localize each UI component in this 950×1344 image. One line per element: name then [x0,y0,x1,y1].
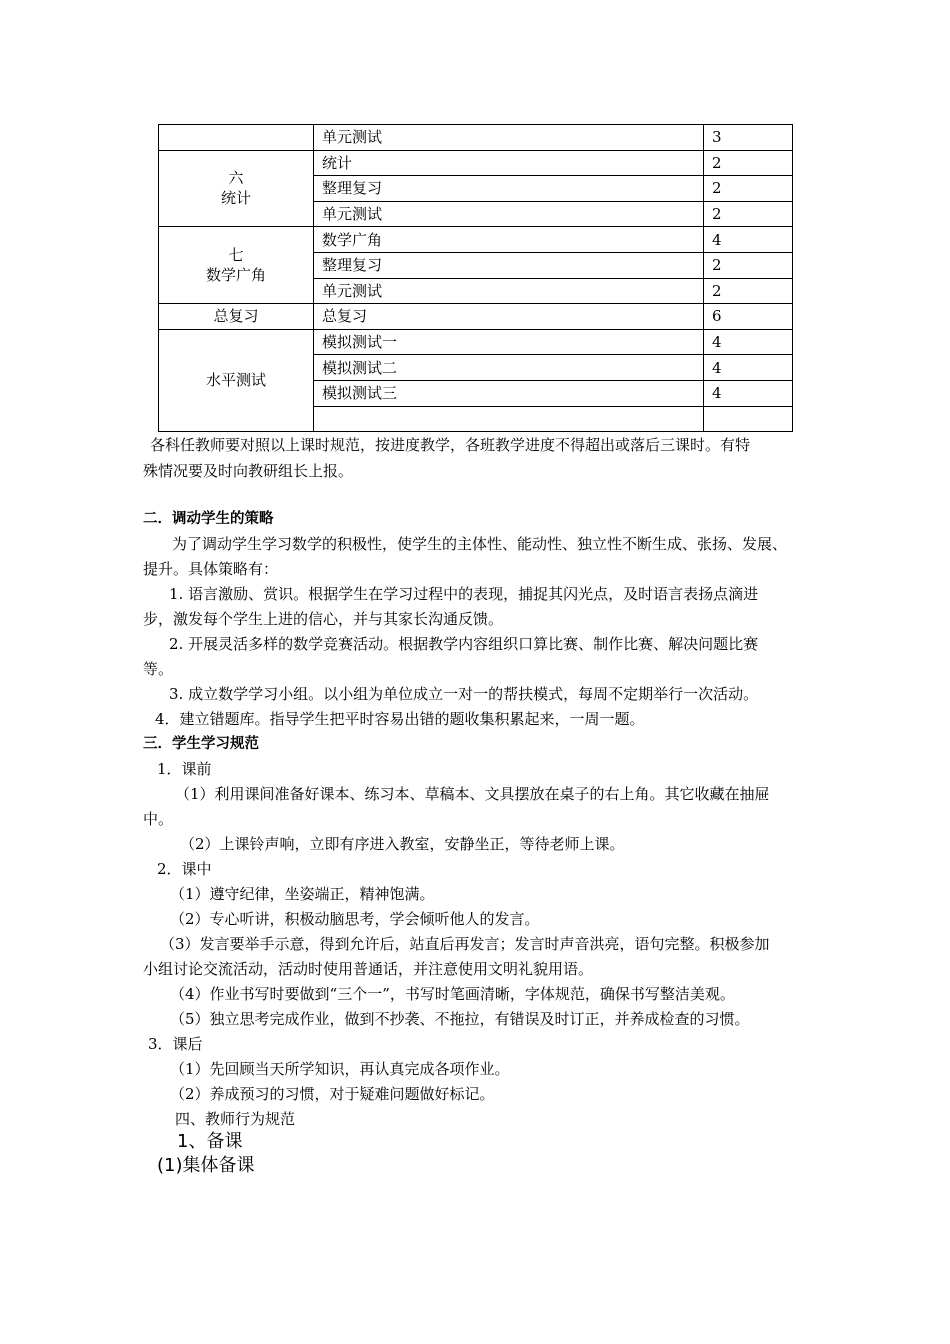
topic-cell: 总复习 [314,304,704,330]
table-row [159,125,793,151]
during-item-1: （1）遵守纪律，坐姿端正，精神饱满。 [170,885,435,903]
topic-cell [314,406,704,432]
group-cell-math-corner [159,227,314,304]
before-class-title: 1．课前 [157,760,212,778]
during-item-4: （4）作业书写时要做到“三个一”，书写时笔画清晰，字体规范，确保书写整洁美观。 [170,985,735,1003]
hours-cell: 2 [704,252,793,278]
after-item-1: （1）先回顾当天所学知识，再认真完成各项作业。 [170,1060,510,1078]
group-number: 六 [228,169,244,188]
topic-cell: 数学广角 [314,227,704,253]
group-cell [159,125,314,151]
during-item-2: （2）专心听讲，积极动脑思考，学会倾听他人的发言。 [170,910,540,928]
topic-cell: 单元测试 [314,125,704,151]
strategy-4: 4．建立错题库。指导学生把平时容易出错的题收集积累起来，一周一题。 [155,710,645,728]
topic-cell: 统计 [314,150,704,176]
hours-cell: 3 [704,125,793,151]
section-2-title: 二．调动学生的策略 [143,511,274,527]
hours-cell: 6 [704,304,793,330]
hours-cell: 2 [704,150,793,176]
topic-cell: 模拟测试一 [314,329,704,355]
topic-cell: 整理复习 [314,176,704,202]
group-cell-statistics [159,150,314,227]
during-item-5: （5）独立思考完成作业，做到不抄袭、不拖拉，有错误及时订正，并养成检查的习惯。 [170,1010,750,1028]
table-row [159,150,793,176]
hours-cell: 2 [704,278,793,304]
section-2-intro-2: 提升。具体策略有： [143,560,279,578]
group-name: 统计 [220,189,251,208]
section-2-intro-1: 为了调动学生学习数学的积极性，使学生的主体性、能动性、独立性不断生成、张扬、发展、 [172,535,788,553]
section-4-subsubtitle: (1)集体备课 [157,1155,255,1176]
section-4-subtitle: 1、备课 [177,1131,243,1152]
strategy-3: 3. 成立数学学习小组。以小组为单位成立一对一的帮扶模式，每周不定期举行一次活动。 [169,685,759,703]
before-item-2: （2）上课铃声响，立即有序进入教室，安静坐正，等待老师上课。 [180,835,625,853]
hours-cell: 4 [704,329,793,355]
strategy-1-line-1: 1. 语言激励、赏识。根据学生在学习过程中的表现，捕捉其闪光点，及时语言表扬点滴进 [169,585,759,603]
during-item-3-line-1: （3）发言要举手示意，得到允许后，站直后再发言；发言时声音洪亮，语句完整。积极参加 [160,935,770,953]
topic-cell: 单元测试 [314,201,704,227]
after-class-title: 3．课后 [148,1035,203,1053]
table-row [159,304,793,330]
note-line-1: 各科任教师要对照以上课时规范，按进度教学，各班教学进度不得超出或落后三课时。有特 [150,436,751,454]
strategy-1-line-2: 步，激发每个学生上进的信心，并与其家长沟通反馈。 [143,610,504,628]
during-item-3-line-2: 小组讨论交流活动，活动时使用普通话，并注意使用文明礼貌用语。 [143,960,594,978]
strategy-2-line-1: 2. 开展灵活多样的数学竞赛活动。根据教学内容组织口算比赛、制作比赛、解决问题比赛 [169,635,759,653]
hours-cell: 4 [704,380,793,406]
group-cell-level-test: 水平测试 [159,329,314,431]
hours-cell: 2 [704,176,793,202]
group-number: 七 [228,246,244,265]
schedule-table [158,124,793,432]
during-class-title: 2．课中 [157,860,212,878]
section-3-title: 三．学生学习规范 [143,736,259,752]
topic-cell: 模拟测试二 [314,355,704,381]
before-item-1-line-2: 中。 [143,810,174,828]
group-name: 数学广角 [205,266,266,285]
before-item-1-line-1: （1）利用课间准备好课本、练习本、草稿本、文具摆放在桌子的右上角。其它收藏在抽屉 [175,785,770,803]
hours-cell: 4 [704,227,793,253]
group-cell-review: 总复习 [159,304,314,330]
topic-cell: 整理复习 [314,252,704,278]
table-row [159,329,793,355]
note-line-2: 殊情况要及时向教研组长上报。 [143,462,354,480]
hours-cell: 4 [704,355,793,381]
hours-cell [704,406,793,432]
topic-cell: 单元测试 [314,278,704,304]
section-4-title: 四、教师行为规范 [175,1110,296,1128]
hours-cell: 2 [704,201,793,227]
topic-cell: 模拟测试三 [314,380,704,406]
strategy-2-line-2: 等。 [143,660,174,678]
table-row [159,227,793,253]
after-item-2: （2）养成预习的习惯，对于疑难问题做好标记。 [170,1085,495,1103]
